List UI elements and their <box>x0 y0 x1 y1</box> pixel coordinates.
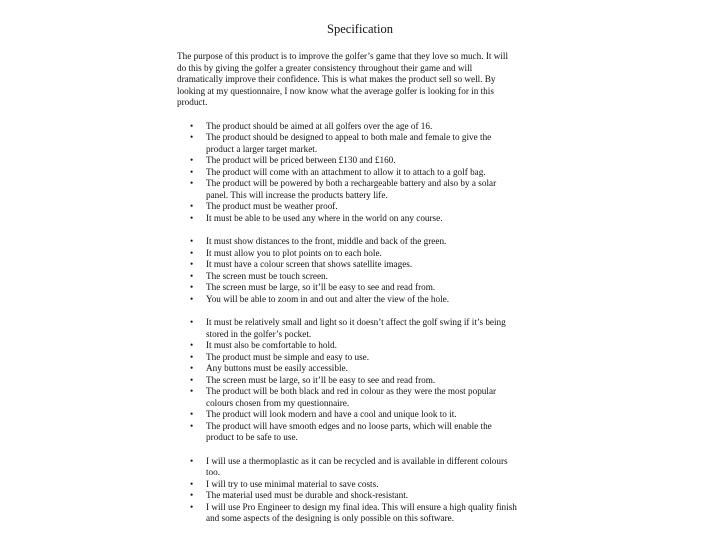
list-item: • I will use Pro Engineer to design my final idea. This will ensure a high quality finish and some aspects of the designing is only possible on this software. <box>177 502 517 525</box>
list-item: • I will try to use minimal material to save costs. <box>177 479 517 491</box>
list-item: • The product will look modern and have a cool and unique look to it. <box>177 409 517 421</box>
list-item: • The material used must be durable and shock-resistant. <box>177 490 517 502</box>
bullet-list-ergonomics <box>177 317 517 444</box>
bullet-list-general <box>177 121 517 225</box>
list-item: • You will be able to zoom in and out and alter the view of the hole. <box>177 294 517 306</box>
list-item: • It must have a colour screen that shows satellite images. <box>177 259 517 271</box>
list-item: • The product should be aimed at all golfers over the age of 16. <box>177 121 517 133</box>
list-item: • The product must be weather proof. <box>177 201 517 213</box>
list-item: • The product must be simple and easy to use. <box>177 352 517 364</box>
list-item: • The product will be both black and red in colour as they were the most popular colours chosen from my questionnaire. <box>177 386 517 409</box>
list-item: • The product should be designed to appeal to both male and female to give the product a larger target market. <box>177 132 517 155</box>
list-item: • I will use a thermoplastic as it can be recycled and is available in different colours too. <box>177 456 517 479</box>
bullet-list-materials <box>177 456 517 525</box>
list-item: • It must allow you to plot points on to each hole. <box>177 248 517 260</box>
list-item: • The screen must be touch screen. <box>177 271 517 283</box>
page-title: Specification <box>327 22 393 36</box>
list-item: • It must show distances to the front, middle and back of the green. <box>177 236 517 248</box>
list-item: • Any buttons must be easily accessible. <box>177 363 517 375</box>
list-item: • The screen must be large, so it’ll be easy to see and read from. <box>177 282 517 294</box>
document-body <box>177 51 517 537</box>
intro-paragraph: The purpose of this product is to improve the golfer’s game that they love so much. It will do this by giving the golfer a greater consistency throughout their game and will dramatically improve their confidence. This is what makes the product sell so well. By looking at my questionnaire, I now know what the average golfer is looking for in this product. <box>177 51 509 107</box>
bullet-list-functions <box>177 236 517 305</box>
list-item: • It must also be comfortable to hold. <box>177 340 517 352</box>
list-item: • The product will come with an attachment to allow it to attach to a golf bag. <box>177 167 517 179</box>
list-item: • The product will have smooth edges and no loose parts, which will enable the product to be safe to use. <box>177 421 517 444</box>
list-item: • The product will be priced between £130 and £160. <box>177 155 517 167</box>
list-item: • The screen must be large, so it’ll be easy to see and read from. <box>177 375 517 387</box>
list-item: • It must be able to be used any where in the world on any course. <box>177 213 517 225</box>
list-item: • The product will be powered by both a rechargeable battery and also by a solar panel. This will increase the products battery life. <box>177 178 517 201</box>
list-item: • It must be relatively small and light so it doesn’t affect the golf swing if it’s being stored in the golfer’s pocket. <box>177 317 517 340</box>
